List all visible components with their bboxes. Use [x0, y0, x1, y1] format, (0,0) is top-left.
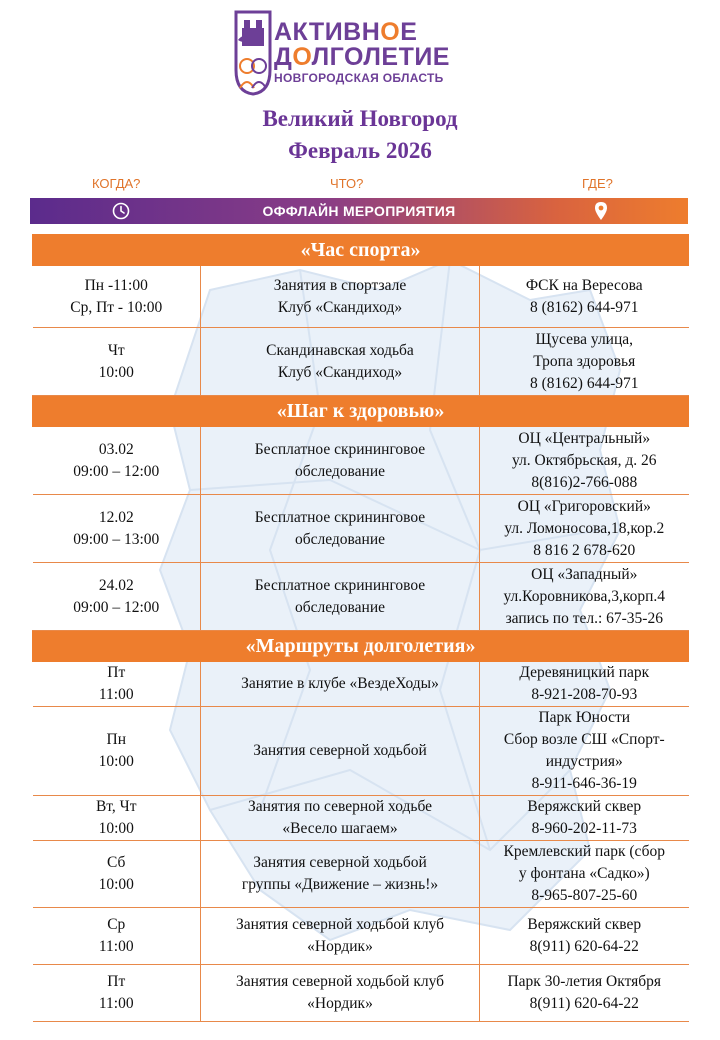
event-where-line: Веряжский сквер [527, 798, 642, 815]
event-what-cell [201, 796, 480, 841]
event-row [33, 495, 689, 563]
event-when-cell [33, 796, 201, 841]
event-what-cell [201, 707, 480, 796]
event-where-line: Тропа здоровья [533, 352, 636, 370]
event-when-line: 24.02 [98, 576, 134, 594]
event-where-line: ОЦ «Центральный» [518, 429, 651, 447]
section-header [33, 396, 689, 427]
event-what-cell [201, 841, 480, 908]
event-where-line: 8-960-202-11-73 [531, 820, 637, 837]
event-when-cell [33, 563, 201, 631]
event-row [33, 841, 689, 908]
event-what-line: Занятия северной ходьбой [253, 742, 427, 759]
event-where-line: Парк 30-летия Октября [507, 973, 662, 990]
section-title: «Шаг к здоровью» [33, 396, 689, 427]
logo-region: НОВГОРОДСКАЯ ОБЛАСТЬ [274, 71, 444, 85]
event-row [33, 427, 689, 495]
event-when-line: Чт [107, 341, 125, 359]
event-where-line: 8 (8162) 644-971 [530, 374, 639, 392]
event-where-line: ФСК на Вересова [525, 276, 643, 294]
event-where-line: ул. Октябрьская, д. 26 [511, 451, 657, 469]
event-where-line: индустрия» [545, 753, 623, 770]
event-when-line: Пт [107, 973, 126, 990]
event-when-line: Пн -11:00 [84, 276, 148, 294]
event-row [33, 796, 689, 841]
event-when-line: 11:00 [98, 995, 134, 1012]
event-row [33, 563, 689, 631]
event-when-line: 09:00 – 13:00 [73, 530, 160, 548]
event-when-line: 10:00 [98, 876, 134, 893]
map-pin-icon [594, 201, 608, 221]
city-title: Великий Новгород [262, 106, 458, 131]
event-where-line: ул. Ломоносова,18,кор.2 [504, 519, 665, 537]
event-what-line: Занятия северной ходьбой клуб [235, 916, 445, 933]
event-when-line: 10:00 [98, 363, 134, 381]
event-what-line: Клуб «Скандиход» [277, 363, 403, 381]
where-header: ГДЕ? [582, 176, 613, 191]
event-what-line: Клуб «Скандиход» [277, 298, 403, 316]
event-what-cell [201, 662, 480, 707]
month-title: Февраль 2026 [288, 138, 432, 163]
section-title: «Маршруты долголетия» [33, 631, 689, 662]
event-where-line: Веряжский сквер [527, 916, 642, 933]
event-what-cell [201, 266, 480, 328]
event-where-line: ОЦ «Западный» [531, 565, 638, 583]
event-what-line: «Нордик» [307, 938, 373, 955]
event-where-cell [480, 908, 689, 965]
event-what-line: Бесплатное скрининговое [254, 440, 426, 458]
event-when-line: Ср [107, 916, 126, 933]
event-where-cell [480, 841, 689, 908]
event-row [33, 908, 689, 965]
event-where-line: 8-911-646-36-19 [531, 775, 637, 792]
event-what-line: Занятие в клубе «ВездеХоды» [241, 675, 439, 692]
event-what-line: обследование [294, 462, 386, 480]
event-where-line: 8 (8162) 644-971 [530, 298, 639, 316]
event-what-line: Скандинавская ходьба [266, 341, 414, 359]
event-what-line: «Весело шагаем» [282, 820, 398, 837]
event-where-line: запись по тел.: 67-35-26 [505, 609, 663, 627]
event-where-line: Деревяницкий парк [519, 664, 650, 681]
event-where-cell [480, 563, 689, 631]
event-where-cell [480, 495, 689, 563]
event-when-line: 03.02 [98, 440, 134, 458]
event-what-line: Занятия северной ходьбой клуб [235, 973, 445, 990]
event-row [33, 965, 689, 1022]
event-where-line: 8-965-807-25-60 [531, 887, 638, 904]
event-when-cell [33, 707, 201, 796]
event-what-line: Занятия в спортзале [273, 276, 407, 294]
event-when-line: 09:00 – 12:00 [73, 462, 160, 480]
event-where-cell [480, 965, 689, 1022]
event-what-line: обследование [294, 530, 386, 548]
event-what-cell [201, 495, 480, 563]
event-when-line: 12.02 [98, 508, 134, 526]
event-where-line: 8(911) 620-64-22 [529, 995, 639, 1012]
event-what-cell [201, 563, 480, 631]
event-where-cell [480, 662, 689, 707]
event-when-line: Сб [107, 854, 126, 871]
when-header: КОГДА? [92, 176, 141, 191]
event-when-line: Пн [106, 731, 126, 748]
event-when-line: 10:00 [98, 753, 134, 770]
event-when-line: Ср, Пт - 10:00 [70, 298, 163, 316]
section-title: «Час спорта» [33, 235, 689, 266]
section-header [33, 235, 689, 266]
column-headers [30, 176, 688, 194]
event-where-cell [480, 427, 689, 495]
event-what-line: Бесплатное скрининговое [254, 576, 426, 594]
event-row [33, 266, 689, 328]
logo-wordmark [274, 20, 450, 86]
event-when-cell [33, 427, 201, 495]
event-where-line: 8-921-208-70-93 [531, 686, 638, 703]
event-row [33, 707, 689, 796]
event-where-line: ОЦ «Григоровский» [517, 497, 651, 515]
event-where-line: ул.Коровникова,3,корп.4 [503, 587, 666, 605]
logo-line-2: ДОЛГОЛЕТИЕ [274, 43, 450, 71]
event-what-line: обследование [294, 598, 386, 616]
event-what-line: Занятия по северной ходьбе [247, 798, 433, 815]
event-when-cell [33, 908, 201, 965]
event-where-line: Кремлевский парк (сбор [503, 843, 665, 860]
event-what-line: Бесплатное скрининговое [254, 508, 426, 526]
event-where-line: Парк Юности [538, 709, 631, 726]
event-what-line: группы «Движение – жизнь!» [241, 876, 439, 893]
event-when-line: 10:00 [98, 820, 134, 837]
event-what-line: Занятия северной ходьбой [253, 854, 427, 871]
event-where-line: Щусева улица, [535, 330, 634, 348]
event-where-line: 8(816)2-766-088 [531, 473, 638, 491]
event-row [33, 328, 689, 396]
event-when-line: 11:00 [98, 938, 134, 955]
event-when-line: 11:00 [98, 686, 134, 703]
event-where-cell [480, 266, 689, 328]
event-when-cell [33, 662, 201, 707]
event-when-cell [33, 841, 201, 908]
event-row [33, 662, 689, 707]
what-header: ЧТО? [330, 176, 364, 191]
banner-title: ОФФЛАЙН МЕРОПРИЯТИЯ [262, 203, 456, 219]
event-where-line: Сбор возле СШ «Спорт- [503, 731, 665, 748]
event-where-cell [480, 796, 689, 841]
event-when-cell [33, 328, 201, 396]
event-what-line: «Нордик» [307, 995, 373, 1012]
event-when-line: 09:00 – 12:00 [73, 598, 160, 616]
event-when-cell [33, 495, 201, 563]
event-when-cell [33, 266, 201, 328]
event-where-line: 8 816 2 678-620 [533, 541, 636, 559]
event-when-cell [33, 965, 201, 1022]
event-what-cell [201, 328, 480, 396]
event-what-cell [201, 427, 480, 495]
event-where-line: у фонтана «Садко») [518, 865, 650, 882]
event-when-line: Вт, Чт [95, 798, 137, 815]
event-when-line: Пт [107, 664, 126, 681]
schedule-table [32, 234, 689, 1022]
event-what-cell [201, 908, 480, 965]
logo-line-1: АКТИВНОЕ [274, 18, 418, 46]
section-header [33, 631, 689, 662]
event-what-cell [201, 965, 480, 1022]
event-where-cell [480, 328, 689, 396]
event-where-line: 8(911) 620-64-22 [529, 938, 639, 955]
offline-events-banner [30, 198, 688, 224]
event-where-cell [480, 707, 689, 796]
